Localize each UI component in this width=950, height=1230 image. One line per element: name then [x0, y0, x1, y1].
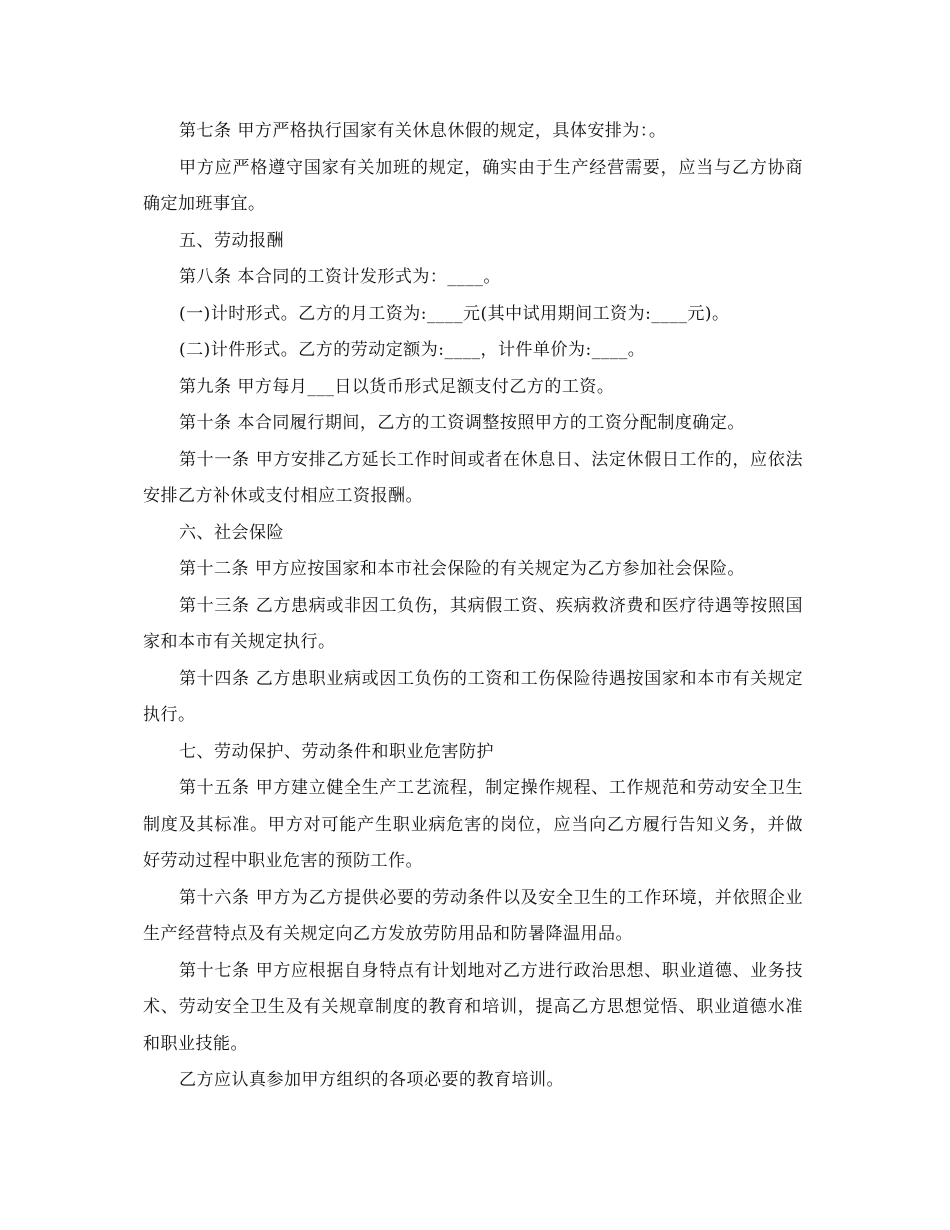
article-14: 第十四条 乙方患职业病或因工负伤的工资和工伤保险待遇按国家和本市有关规定执行。: [143, 668, 803, 725]
article-16: 第十六条 甲方为乙方提供必要的劳动条件以及安全卫生的工作环境，并依照企业生产经营特点及有关规定向乙方发放劳防用品和防暑降温用品。: [143, 887, 803, 944]
article-7: 第七条 甲方严格执行国家有关休息休假的规定，具体安排为：。: [179, 121, 667, 141]
article-15: 第十五条 甲方建立健全生产工艺流程，制定操作规程、工作规范和劳动安全卫生制度及其标准。甲方对可能产生职业病危害的岗位，应当向乙方履行告知义务，并做好劳动过程中职业危害的预防工作。: [143, 778, 803, 871]
training-paragraph: 乙方应认真参加甲方组织的各项必要的教育培训。: [179, 1070, 564, 1090]
section-heading-labor-protection: 七、劳动保护、劳动条件和职业危害防护: [179, 741, 494, 762]
article-8-item-1: (一)计时形式。乙方的月工资为:____元(其中试用期间工资为:____元)。: [179, 303, 730, 324]
document-body: [143, 113, 803, 1099]
article-8: 第八条 本合同的工资计发形式为：____。: [179, 267, 501, 287]
article-13: 第十三条 乙方患病或非因工负伤，其病假工资、疾病救济费和医疗待遇等按照国家和本市有关规定执行。: [143, 595, 803, 652]
article-8-item-2: (二)计件形式。乙方的劳动定额为:____，计件单价为:____。: [179, 340, 646, 360]
section-heading-remuneration: 五、劳动报酬: [179, 230, 284, 251]
section-heading-social-insurance: 六、社会保险: [179, 522, 284, 543]
article-12: 第十二条 甲方应按国家和本市社会保险的有关规定为乙方参加社会保险。: [179, 559, 745, 579]
article-11: 第十一条 甲方安排乙方延长工作时间或者在休息日、法定休假日工作的，应依法安排乙方补休或支付相应工资报酬。: [143, 449, 803, 506]
article-9: 第九条 甲方每月___日以货币形式足额支付乙方的工资。: [179, 376, 615, 397]
article-10: 第十条 本合同履行期间，乙方的工资调整按照甲方的工资分配制度确定。: [179, 413, 745, 433]
overtime-paragraph: 甲方应严格遵守国家有关加班的规定，确实由于生产经营需要，应当与乙方协商确定加班事宜。: [143, 157, 803, 214]
article-17: 第十七条 甲方应根据自身特点有计划地对乙方进行政治思想、职业道德、业务技术、劳动安全卫生及有关规章制度的教育和培训，提高乙方思想觉悟、职业道德水准和职业技能。: [143, 960, 803, 1054]
